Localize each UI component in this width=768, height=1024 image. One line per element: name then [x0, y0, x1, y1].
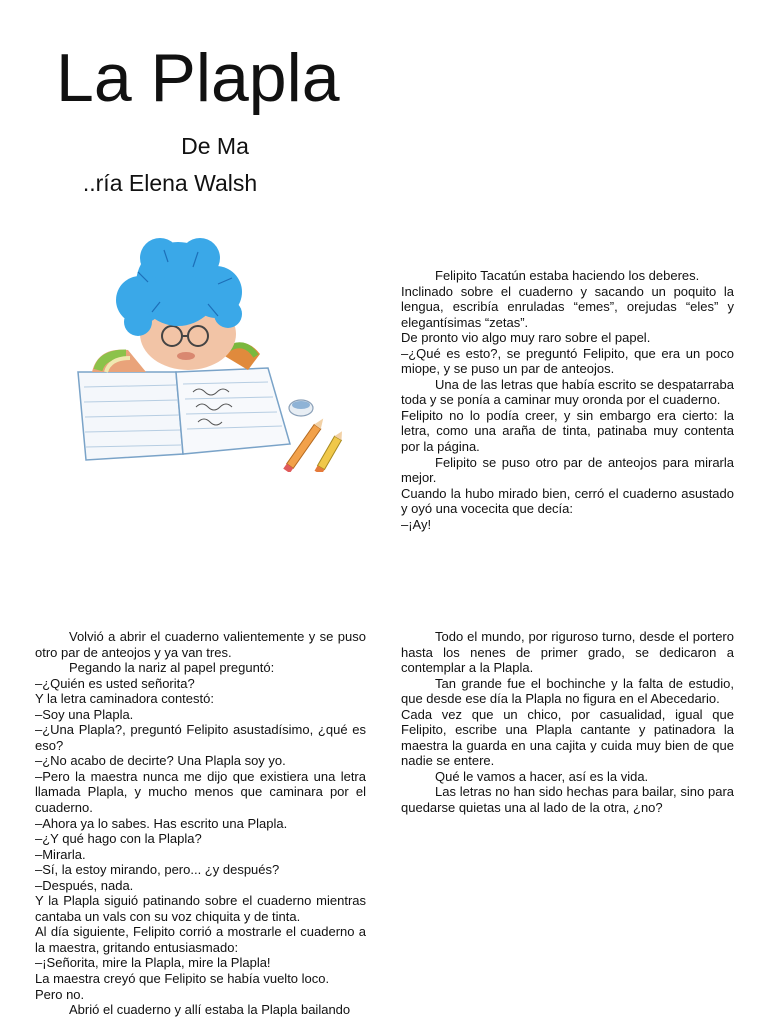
story-paragraph: Cada vez que un chico, por casualidad, igual que Felipito, escribe una Plapla cantante y patinadora la maestra la guarda en una cajita y cuida muy bien de que nadie se entere. [401, 706, 734, 769]
page-title: La Plapla [56, 40, 340, 116]
story-paragraph: –Después, nada. [35, 877, 134, 893]
story-paragraph: –Ahora ya lo sabes. Has escrito una Plapla. [35, 815, 288, 831]
story-paragraph: Las letras no han sido hechas para bailar, sino para quedarse quietas una al lado de la otra, ¿no? [401, 784, 734, 816]
story-paragraph: La maestra creyó que Felipito se había vuelto loco. [35, 971, 330, 987]
story-paragraph: Todo el mundo, por riguroso turno, desde el portero hasta los nenes de primer grado, se dedicaron a contemplar a la Plapla. [401, 629, 734, 676]
story-paragraph: Abrió el cuaderno y allí estaba la Plapla bailando [69, 1002, 351, 1018]
story-paragraph: De pronto vio algo muy raro sobre el papel. [401, 330, 651, 346]
story-paragraph: –Pero la maestra nunca me dijo que existiera una letra llamada Plapla, y mucho menos que caminara por el cuaderno. [35, 768, 366, 816]
story-paragraph: Felipito Tacatún estaba haciendo los deberes. [435, 268, 700, 283]
notebook-right-page [176, 368, 290, 454]
boy-blue-hair [116, 238, 242, 336]
story-paragraph: –Soy una Plapla. [35, 706, 134, 722]
story-paragraph: Tan grande fue el bochinche y la falta de estudio, que desde ese día la Plapla no figura en el Abecedario. [401, 675, 734, 707]
story-paragraph: Felipito no lo podía creer, y sin embargo era cierto: la letra, como una araña de tinta, patinaba muy contenta por la página. [401, 407, 734, 455]
story-paragraph: –¡Señorita, mire la Plapla, mire la Plapla! [35, 955, 271, 971]
story-paragraph: Qué le vamos a hacer, así es la vida. [435, 768, 649, 784]
story-paragraph: Una de las letras que había escrito se despatarraba toda y se ponía a caminar muy oronda por el cuaderno. [401, 376, 734, 408]
author-line-2: ..ría Elena Walsh [82, 170, 258, 196]
story-paragraph: Y la Plapla siguió patinando sobre el cuaderno mientras cantaba un vals con su voz chiquita y de tinta. [35, 893, 366, 924]
story-paragraph: –¿Quién es usted señorita? [35, 675, 195, 691]
story-paragraph: –Mirarla. [35, 846, 86, 862]
pencil [315, 429, 346, 472]
story-column-bottom-left [35, 629, 366, 1024]
story-paragraph: –¿Qué es esto?, se preguntó Felipito, que era un poco miope, y se puso un par de anteojos. [401, 345, 734, 377]
story-paragraph: Y la letra caminadora contestó: [35, 691, 214, 707]
story-paragraph: –Sí, la estoy mirando, pero... ¿y después? [35, 862, 280, 878]
boy-reading-illustration [68, 222, 358, 472]
story-paragraph: Felipito se puso otro par de anteojos para mirarla mejor. [401, 454, 734, 486]
story-paragraph: Inclinado sobre el cuaderno y sacando un poquito la lengua, escribía enruladas “emes”, orejudas “eles” y elegantísimas “zetas”. [401, 283, 734, 330]
story-paragraph: –¿Y qué hago con la Plapla? [35, 831, 202, 847]
story-column-top-right [401, 268, 734, 532]
story-paragraph: Cuando la hubo mirado bien, cerró el cuaderno asustado y oyó una vocecita que decía: [401, 485, 734, 517]
story-paragraph: –¿Una Plapla?, preguntó Felipito asustadísimo, ¿qué es eso? [35, 722, 366, 753]
story-paragraph: Pero no. [35, 986, 85, 1002]
story-paragraph: Pegando la nariz al papel preguntó: [69, 660, 275, 676]
author-line-1: De Ma [181, 133, 249, 159]
story-column-bottom-right [401, 629, 734, 816]
story-paragraph: –¿No acabo de decirte? Una Plapla soy yo. [35, 753, 286, 769]
story-paragraph: Al día siguiente, Felipito corrió a mostrarle el cuaderno a la maestra, gritando entusiasmado: [35, 924, 366, 955]
story-paragraph: Volvió a abrir el cuaderno valientemente y se puso otro par de anteojos y ya van tres. [35, 629, 366, 660]
story-paragraph: –¡Ay! [401, 516, 432, 532]
